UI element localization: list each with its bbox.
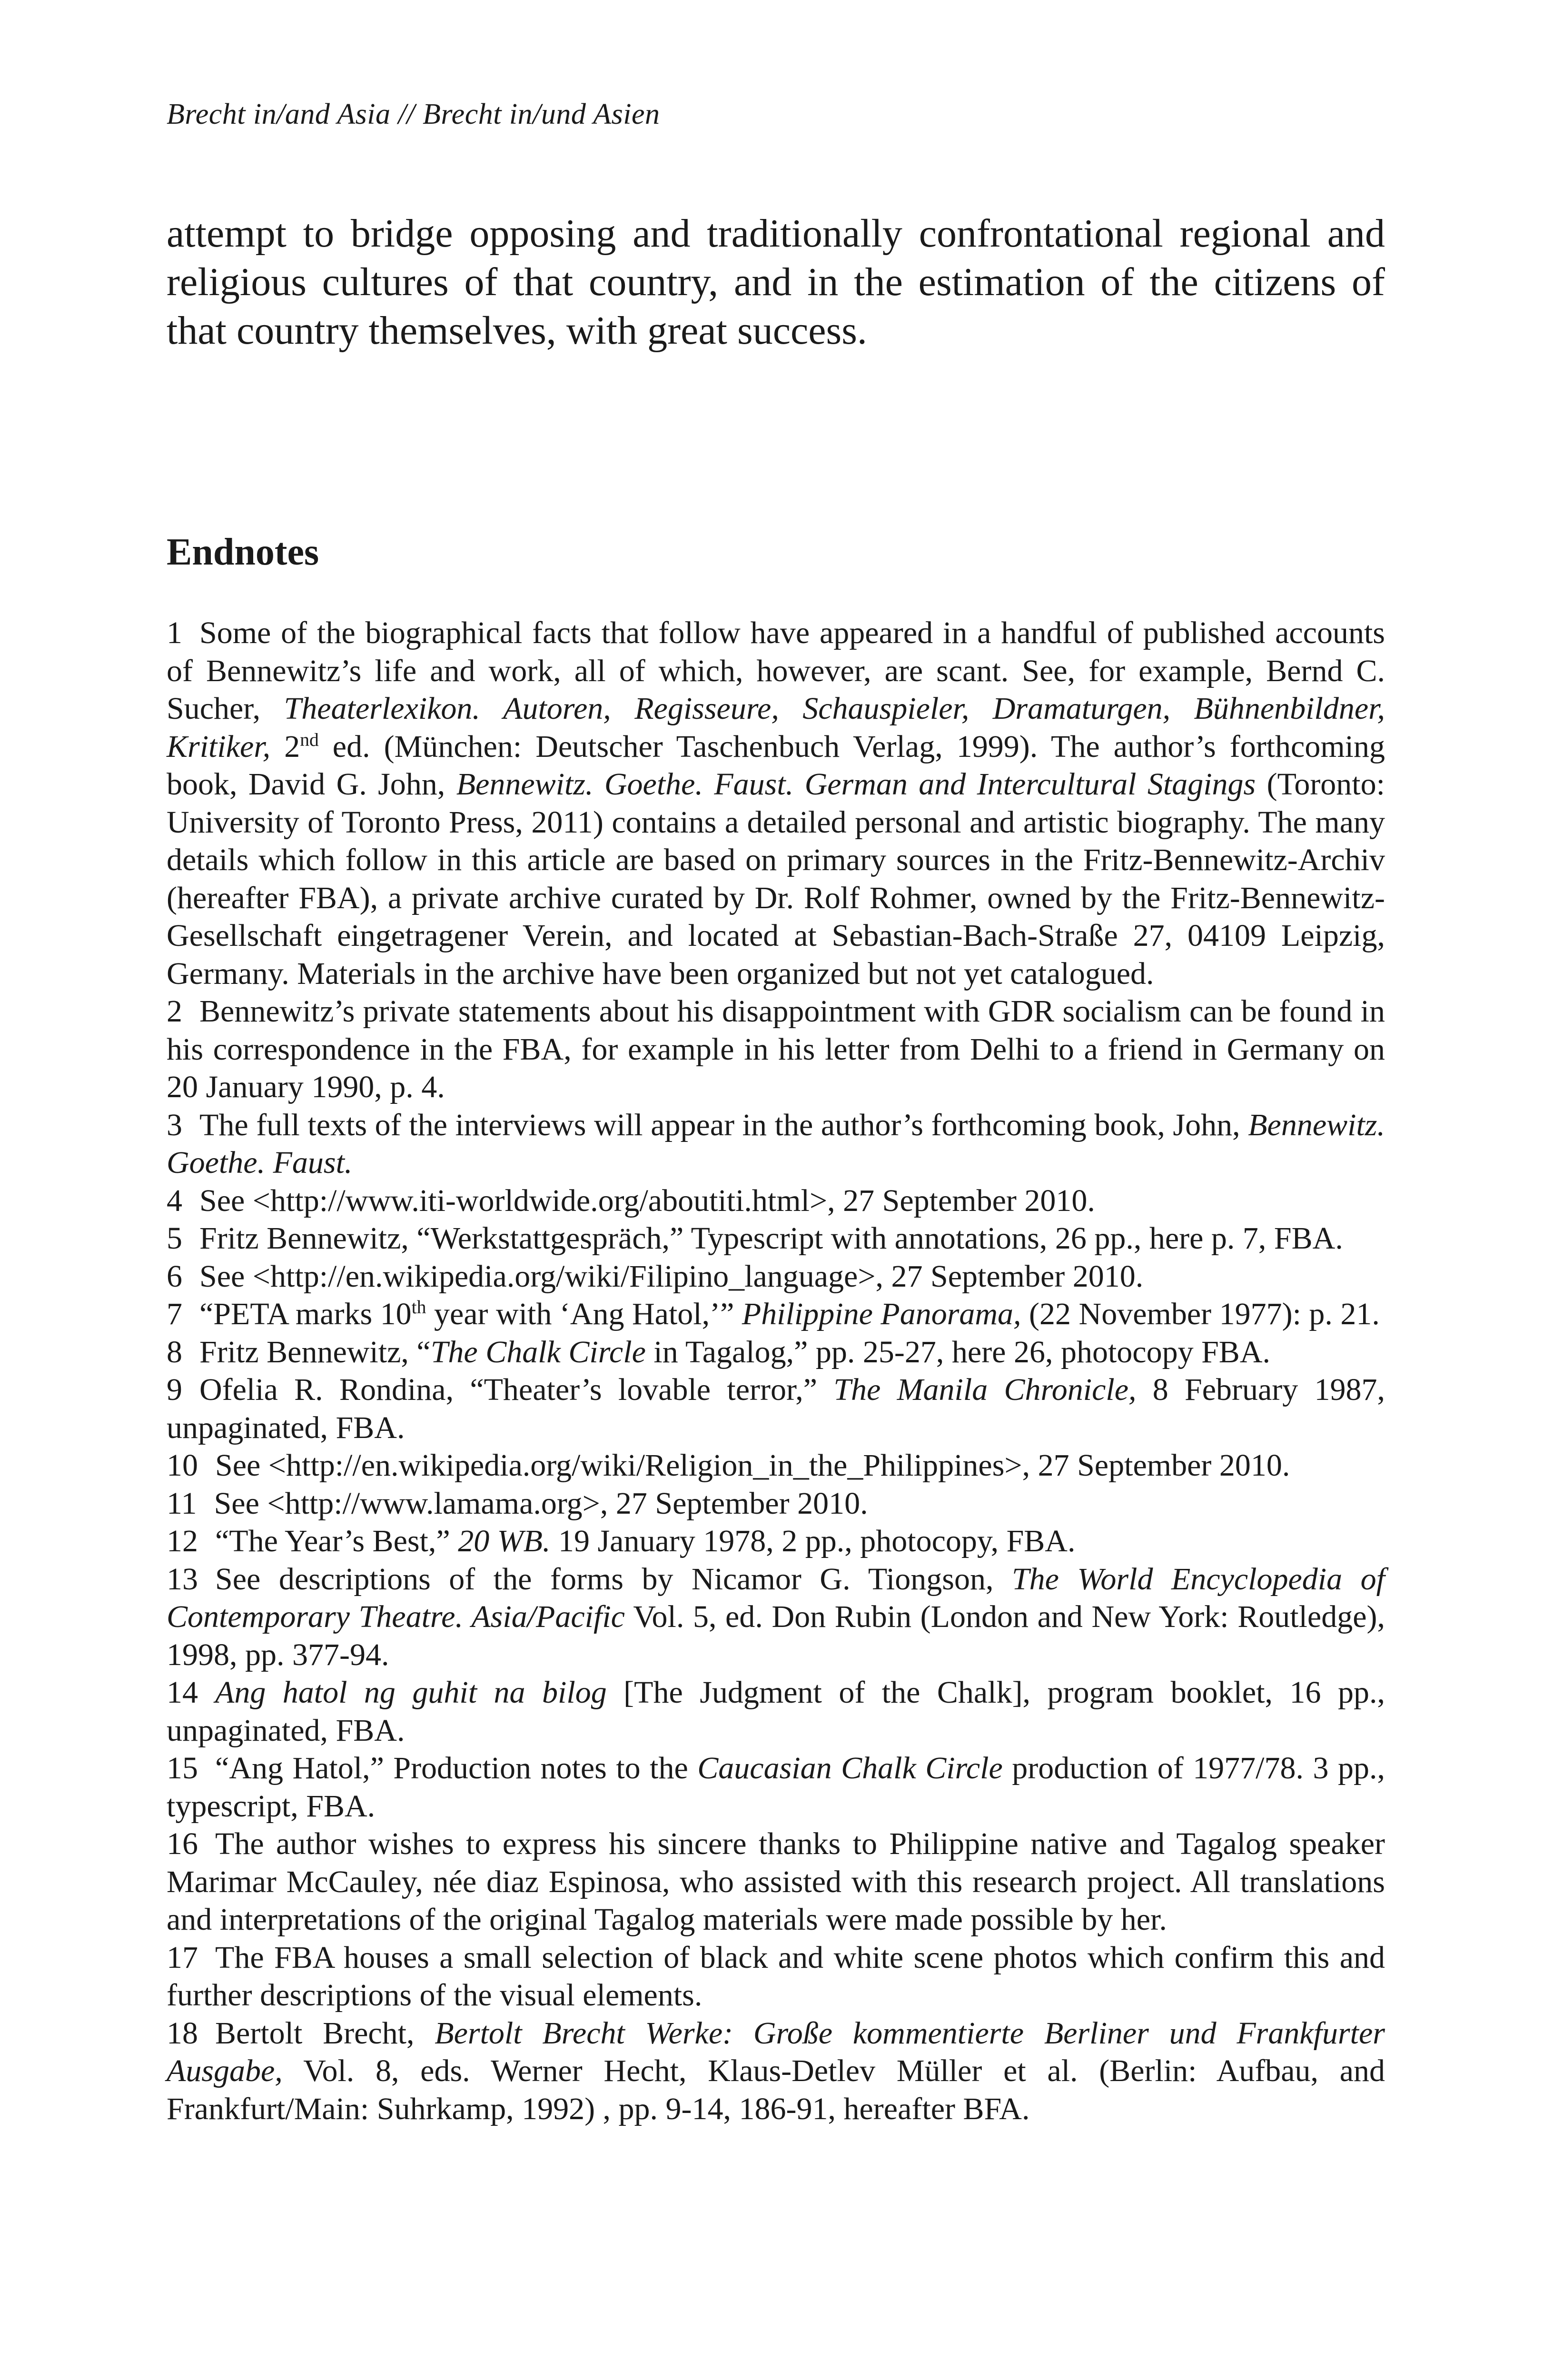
endnote-text: ed. (München: Deutscher Taschenbuch Verlag, 1999). The author’s forthcoming book, David G. John, xyxy=(167,729,1385,802)
endnote-text: “The Year’s Best,” xyxy=(215,1524,458,1558)
endnote-text: The full texts of the interviews will appear in the author’s forthcoming book, John, xyxy=(199,1107,1248,1142)
endnote-text: Some of the biographical facts that follow have appeared in a handful of published accounts of Bennewitz’s life and work, all of which, however, are scant. See, for example, Bernd C. Sucher, xyxy=(167,615,1385,726)
endnote-item xyxy=(167,1295,1385,1333)
endnote-item xyxy=(167,1522,1385,1560)
endnote-text: Philippine Panorama, xyxy=(742,1297,1021,1331)
endnote-text: Caucasian Chalk Circle xyxy=(697,1751,1003,1785)
endnote-text: nd xyxy=(300,729,319,750)
endnote-number: 15 xyxy=(167,1751,198,1785)
endnote-number: 13 xyxy=(167,1561,198,1597)
body-paragraph: attempt to bridge opposing and traditionally confrontational regional and religious cultures of that country, and in the estimation of the citizens of that country themselves, with great success. xyxy=(167,211,1385,353)
endnote-text: 20 WB. xyxy=(458,1524,551,1558)
endnote-text: Bennewitz. Goethe. Faust. xyxy=(167,1107,1385,1180)
endnote-text: See <http://en.wikipedia.org/wiki/Filipino_language>, 27 September 2010. xyxy=(199,1259,1144,1294)
endnote-text: “Ang Hatol,” Production notes to the xyxy=(215,1751,698,1785)
endnote-number: 18 xyxy=(167,2015,198,2051)
endnote-text: The Manila Chronicle, xyxy=(833,1372,1137,1407)
endnote-text: See <http://www.lamama.org>, 27 September 2010. xyxy=(214,1486,868,1521)
endnote-text: Ang hatol ng guhit na bilog xyxy=(215,1675,607,1710)
endnote-number: 10 xyxy=(167,1448,198,1483)
endnote-text: (Toronto: University of Toronto Press, 2011) contains a detailed personal and artistic biography. The many details which follow in this article are based on primary sources in the Fritz-Bennewitz-Archiv (hereafter FBA), a private archive curated by Dr. Rolf Rohmer, owned by the Fritz-Bennewitz-Gesellschaft eingetragener Verein, and located at Sebastian-Bach-Straße 27, 04109 Leipzig, Germany. Materials in the archive have been organized but not yet catalogued. xyxy=(167,767,1385,991)
endnote-text: Ofelia R. Rondina, “Theater’s lovable terror,” xyxy=(199,1372,834,1407)
endnote-item xyxy=(167,1825,1385,1939)
endnote-item xyxy=(167,1939,1385,2014)
endnote-text: Vol. 5, ed. Don Rubin (London and New York: Routledge), 1998, pp. 377-94. xyxy=(167,1599,1385,1672)
endnote-number: 12 xyxy=(167,1524,198,1558)
endnote-text: “PETA marks 10 xyxy=(199,1297,412,1331)
endnote-item xyxy=(167,1333,1385,1371)
endnote-item xyxy=(167,614,1385,992)
endnote-number: 6 xyxy=(167,1259,182,1294)
endnote-text: Bertolt Brecht, xyxy=(215,2015,435,2051)
endnote-text: The FBA houses a small selection of black and white scene photos which confirm this and further descriptions of the visual elements. xyxy=(167,1940,1385,2013)
endnote-text: Vol. 8, eds. Werner Hecht, Klaus-Detlev Müller et al. (Berlin: Aufbau, and Frankfurt/Main: Suhrkamp, 1992) , pp. 9-14, 186-91, hereafter BFA. xyxy=(167,2053,1385,2126)
endnote-text: 8 February 1987, unpaginated, FBA. xyxy=(167,1372,1385,1445)
endnote-number: 9 xyxy=(167,1372,182,1407)
endnote-item xyxy=(167,1258,1385,1296)
endnote-text: in Tagalog,” pp. 25-27, here 26, photocopy FBA. xyxy=(645,1334,1270,1369)
endnote-item xyxy=(167,1560,1385,1674)
endnote-text: Bennewitz’s private statements about his disappointment with GDR socialism can be found in his correspondence in the FBA, for example in his letter from Delhi to a friend in Germany on 20 January 1990, p. 4. xyxy=(167,994,1385,1104)
running-head: Brecht in/and Asia // Brecht in/und Asien xyxy=(167,98,660,130)
endnote-text: 19 January 1978, 2 pp., photocopy, FBA. xyxy=(550,1524,1076,1558)
endnote-number: 3 xyxy=(167,1107,182,1142)
endnote-number: 2 xyxy=(167,994,182,1029)
endnote-item xyxy=(167,1447,1385,1485)
endnote-item xyxy=(167,1674,1385,1749)
endnote-text: The author wishes to express his sincere thanks to Philippine native and Tagalog speaker Marimar McCauley, née diaz Espinosa, who assisted with this research project. All translations and interpretations of the original Tagalog materials were made possible by her. xyxy=(167,1826,1385,1937)
endnote-item xyxy=(167,1371,1385,1447)
endnote-text: Bertolt Brecht Werke: Große kommentierte Berliner und Frankfurter Ausgabe, xyxy=(167,2015,1385,2088)
endnote-text: (22 November 1977): p. 21. xyxy=(1021,1297,1380,1331)
endnote-number: 11 xyxy=(167,1486,197,1521)
endnote-text: th xyxy=(411,1297,426,1318)
endnote-text: year with ‘Ang Hatol,’” xyxy=(426,1297,742,1331)
endnote-text: Theaterlexikon. Autoren, Regisseure, Schauspieler, Dramaturgen, Bühnenbildner, Kritiker, xyxy=(167,691,1385,764)
endnote-number: 17 xyxy=(167,1940,198,1975)
endnote-text: The World Encyclopedia of Contemporary Theatre. Asia/Pacific xyxy=(167,1561,1385,1634)
endnote-number: 16 xyxy=(167,1826,198,1861)
endnote-number: 1 xyxy=(167,615,182,650)
endnote-item xyxy=(167,2014,1385,2128)
endnote-text: [The Judgment of the Chalk], program booklet, 16 pp., unpaginated, FBA. xyxy=(167,1675,1385,1748)
endnote-text: Bennewitz. Goethe. Faust. German and Intercultural Stagings xyxy=(456,767,1256,802)
endnote-item xyxy=(167,1485,1385,1523)
endnote-item xyxy=(167,1749,1385,1825)
endnotes-list xyxy=(167,614,1385,2128)
endnote-number: 4 xyxy=(167,1183,182,1218)
endnote-text: production of 1977/78. 3 pp., typescript, FBA. xyxy=(167,1751,1385,1824)
endnote-text: See <http://en.wikipedia.org/wiki/Religion_in_the_Philippines>, 27 September 2010. xyxy=(215,1448,1290,1483)
endnote-text: Fritz Bennewitz, “ xyxy=(199,1334,431,1369)
endnote-number: 5 xyxy=(167,1221,182,1256)
endnote-item xyxy=(167,1220,1385,1258)
endnote-text: See <http://www.iti-worldwide.org/aboutiti.html>, 27 September 2010. xyxy=(199,1183,1095,1218)
endnote-number: 8 xyxy=(167,1334,182,1369)
endnote-item xyxy=(167,992,1385,1106)
endnote-text: The Chalk Circle xyxy=(430,1334,646,1369)
section-heading: Endnotes xyxy=(167,531,319,573)
endnote-text: 2 xyxy=(270,729,300,764)
endnote-item xyxy=(167,1106,1385,1182)
endnote-item xyxy=(167,1182,1385,1220)
endnote-text: See descriptions of the forms by Nicamor G. Tiongson, xyxy=(215,1561,1012,1597)
endnote-number: 14 xyxy=(167,1675,198,1710)
endnote-number: 7 xyxy=(167,1297,182,1331)
endnote-text: Fritz Bennewitz, “Werkstattgespräch,” Typescript with annotations, 26 pp., here p. 7, FBA. xyxy=(199,1221,1343,1256)
